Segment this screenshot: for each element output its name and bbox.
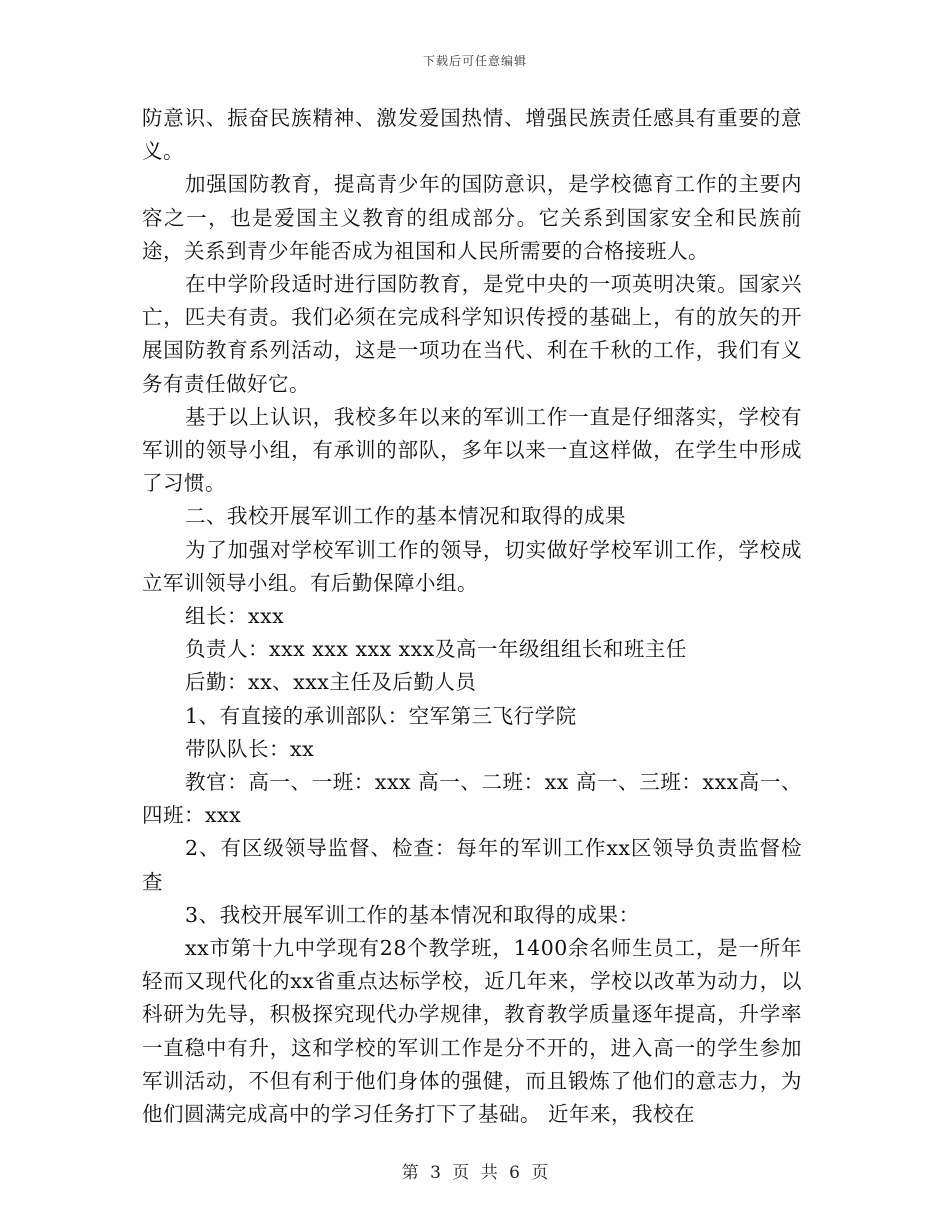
list-item: 教官：高一、一班：xxx 高一、二班：xx 高一、三班：xxx高一、四班：xxx xyxy=(142,770,802,828)
list-item: 带队队长：xx xyxy=(185,736,315,761)
paragraph: 防意识、振奋民族精神、激发爱国热情、增强民族责任感具有重要的意义。 xyxy=(142,106,802,164)
paragraph: xx市第十九中学现有28个教学班，1400余名师生员工，是一所年轻而又现代化的xx省重点达标学校，近几年来，学校以改革为动力，以科研为先导，积极探究现代办学规律，教育教学质量逐年提高，升学率一直稳中有升，这和学校的军训工作是分不开的，进入高一的学生参加军训活动，不但有利于他们身体的强健，而且锻炼了他们的意志力，为他们圆满完成高中的学习任务打下了基础。 近年来，我校在 xyxy=(142,936,802,1127)
page-number: 第 3 页 共 6 页 xyxy=(401,1163,549,1183)
list-item: 1、有直接的承训部队：空军第三飞行学院 xyxy=(185,703,577,728)
paragraph: 在中学阶段适时进行国防教育，是党中央的一项英明决策。国家兴亡，匹夫有责。我们必须在完成科学知识传授的基础上，有的放矢的开展国防教育系列活动，这是一项功在当代、利在千秋的工作，我们有义务有责任做好它。 xyxy=(142,272,802,396)
document-body xyxy=(142,102,802,1131)
page-header: 下载后可任意编辑 xyxy=(422,54,527,68)
paragraph: 加强国防教育，提高青少年的国防意识，是学校德育工作的主要内容之一，也是爱国主义教育的组成部分。它关系到国家安全和民族前途，关系到青少年能否成为祖国和人民所需要的合格接班人。 xyxy=(142,172,802,263)
list-item: 组长：xxx xyxy=(185,604,285,629)
paragraph: 基于以上认识，我校多年以来的军训工作一直是仔细落实，学校有军训的领导小组，有承训的部队，多年以来一直这样做，在学生中形成了习惯。 xyxy=(142,404,802,496)
list-item: 3、我校开展军训工作的基本情况和取得的成果： xyxy=(185,902,640,927)
paragraph: 为了加强对学校军训工作的领导，切实做好学校军训工作，学校成立军训领导小组。有后勤保障小组。 xyxy=(142,537,802,595)
section-heading: 二、我校开展军训工作的基本情况和取得的成果 xyxy=(185,504,627,529)
list-item: 负责人：xxx xxx xxx xxx及高一年级组组长和班主任 xyxy=(185,637,687,662)
list-item: 后勤：xx、xxx主任及后勤人员 xyxy=(185,670,477,695)
list-item: 2、有区级领导监督、检查：每年的军训工作xx区领导负责监督检查 xyxy=(142,836,802,894)
